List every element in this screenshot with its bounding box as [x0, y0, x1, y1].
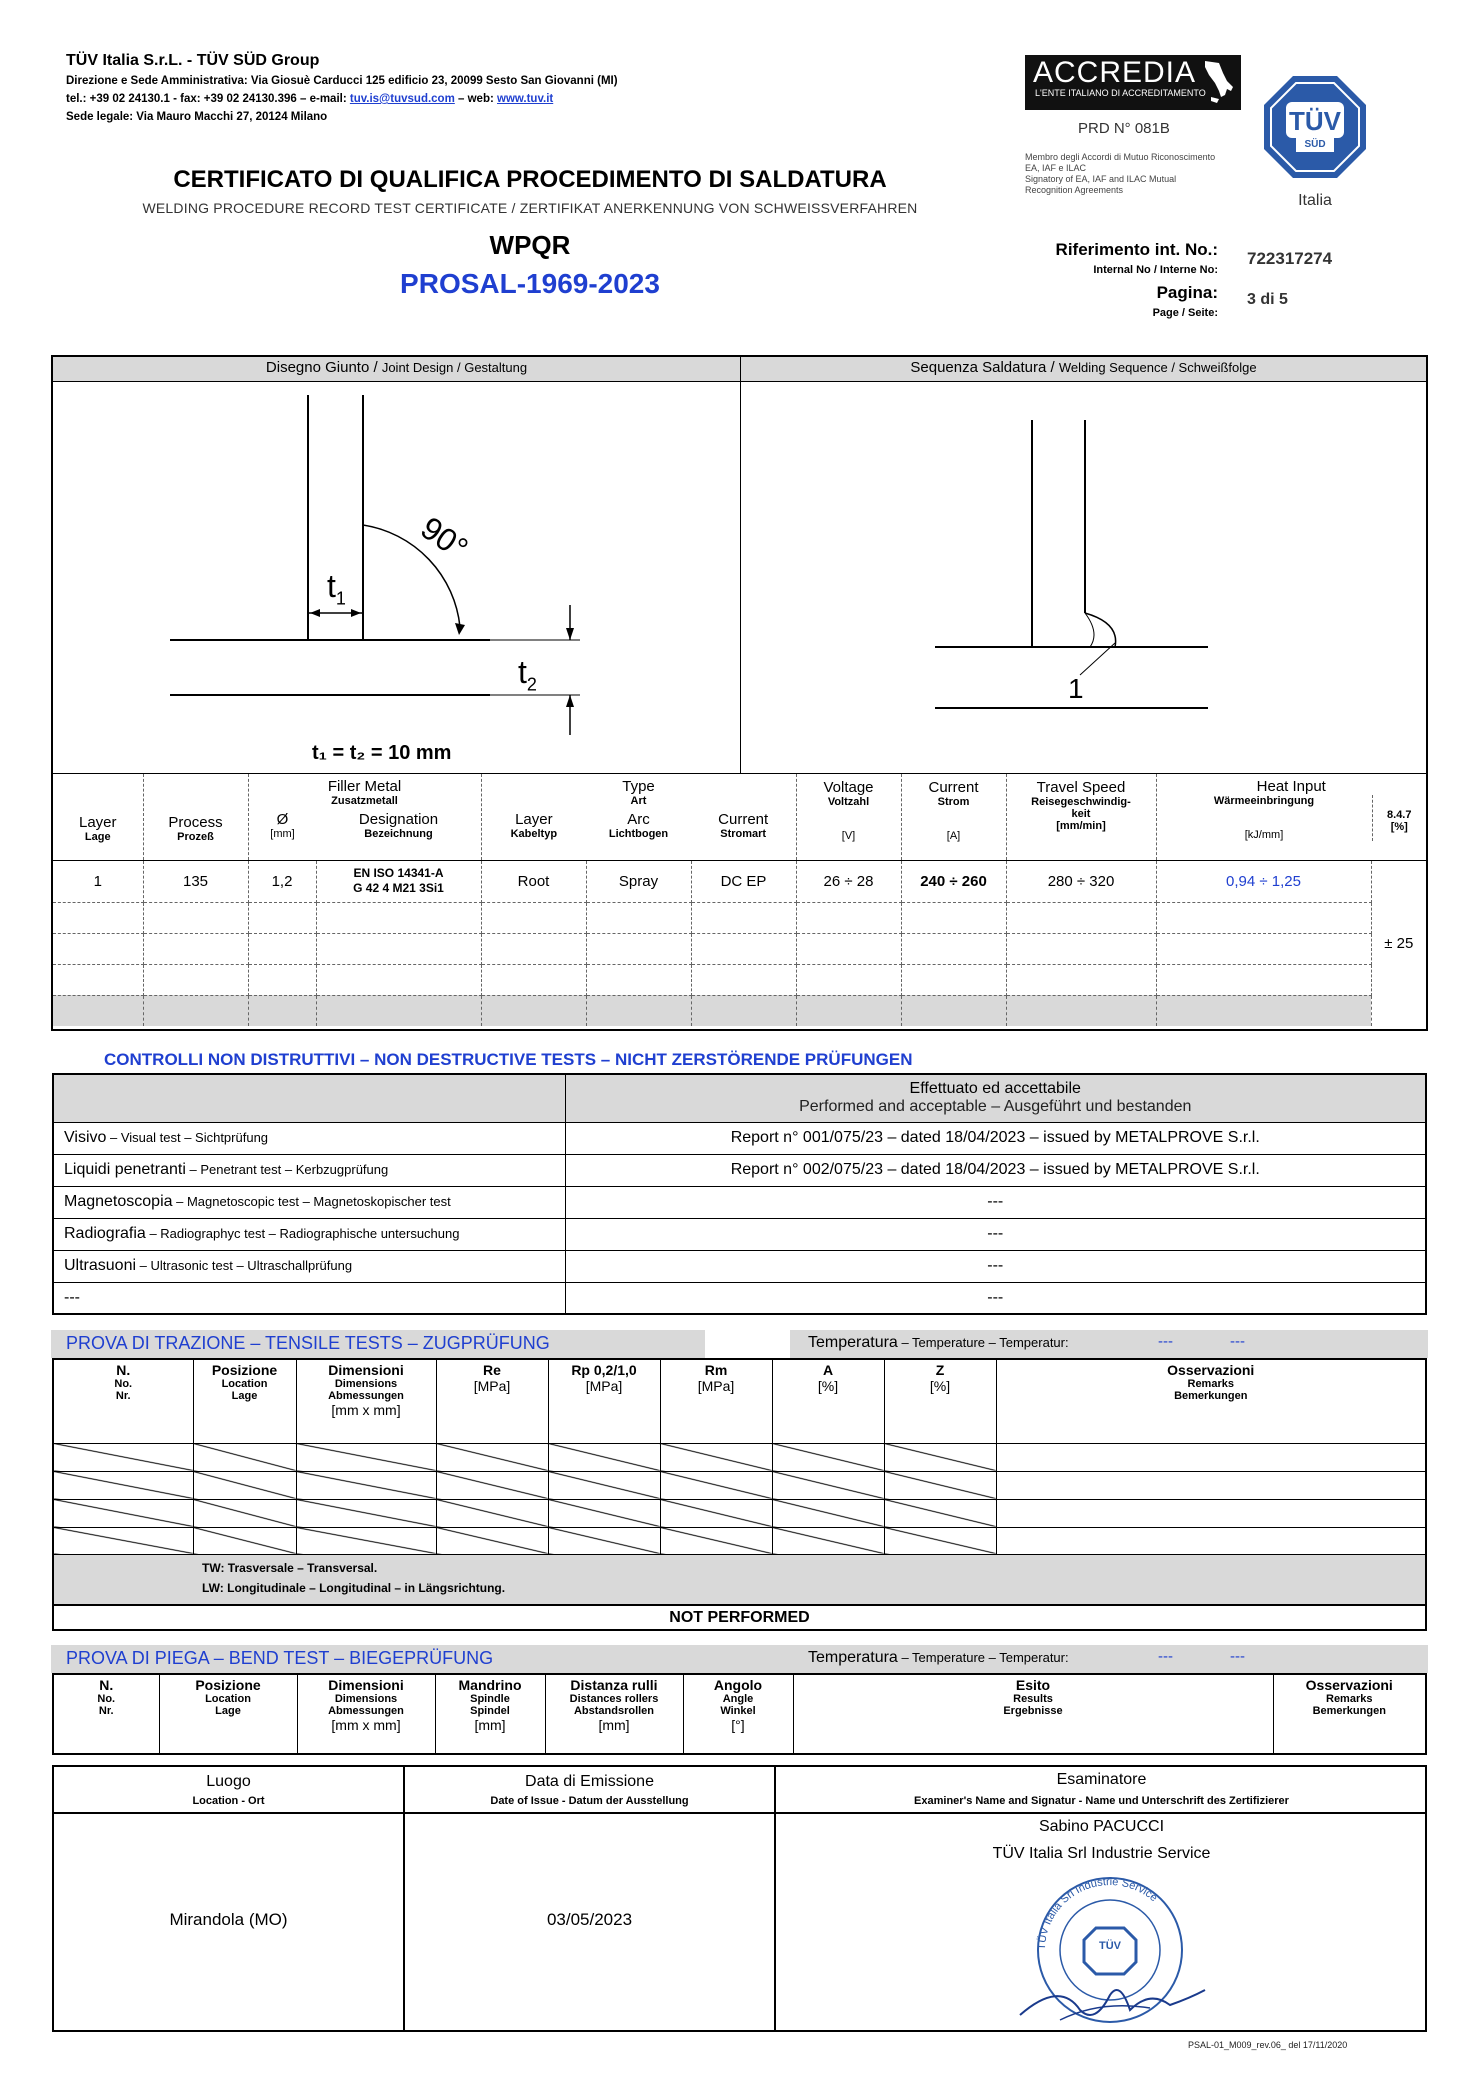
joint-design-drawing	[160, 395, 660, 740]
header-unit: [%]	[1390, 821, 1408, 833]
header-line: Bemerkungen	[1312, 1705, 1386, 1717]
ndt-table	[52, 1073, 1427, 1315]
col-travel-speed	[1006, 774, 1156, 860]
header-sub: Reisegeschwindig-	[1031, 796, 1131, 808]
header-main: Filler Metal	[327, 778, 402, 795]
header-line: [mm x mm]	[331, 1717, 401, 1733]
company-contact	[66, 93, 553, 105]
ndt-col-title: Effettuato ed accettabile	[909, 1080, 1081, 1098]
header-line: Dimensions	[334, 1693, 398, 1705]
header-line: [MPa]	[473, 1378, 511, 1394]
header-line: A	[822, 1362, 834, 1378]
header-main: Current	[928, 779, 979, 796]
drawing-divider	[740, 357, 741, 773]
examiner-sublabel: Examiner's Name and Signatur - Name und Unterschrift des Zertifizierer	[914, 1795, 1289, 1807]
header-line: [mm]	[474, 1717, 506, 1733]
params-empty-row	[53, 933, 1426, 964]
tensile-empty-row	[53, 1443, 1426, 1471]
header-line: Abmessungen	[328, 1390, 404, 1402]
tensile-empty-cell	[996, 1471, 1426, 1499]
tensile-temp-value-1: ---	[1158, 1333, 1173, 1350]
header-line: Results	[1013, 1693, 1053, 1705]
temp-label-rest: – Temperature – Temperatur:	[897, 1335, 1069, 1350]
welding-sequence-header	[741, 359, 1426, 376]
header-sub: Stromart	[720, 828, 767, 840]
header-line: Osservazioni	[1305, 1677, 1393, 1693]
place-value: Mirandola (MO)	[169, 1910, 288, 1929]
stamp-ring-label: TÜV Italia Srl Industrie Service	[1035, 1875, 1160, 1951]
header-line: Osservazioni	[1167, 1362, 1255, 1378]
header-line: Distances rollers	[569, 1693, 659, 1705]
header-line: Lage	[215, 1705, 241, 1717]
accredia-note: Recognition Agreements	[1025, 185, 1124, 195]
header-line: Posizione	[211, 1362, 278, 1378]
ndt-row	[53, 1250, 1426, 1282]
header-line: N.	[99, 1677, 114, 1693]
header-line: Abmessungen	[328, 1705, 404, 1717]
tensile-empty-cell	[53, 1443, 193, 1471]
temp-label-rest: – Temperature – Temperatur:	[897, 1650, 1069, 1665]
accredia-logo-text: ACCREDIA	[1033, 56, 1197, 89]
header-unit: [kJ/mm]	[1244, 829, 1284, 841]
header-line: Esito	[1015, 1677, 1051, 1693]
col-current	[901, 774, 1006, 860]
ndt-test-name	[53, 1154, 565, 1186]
bend-table	[52, 1673, 1427, 1755]
header-main: Layer	[515, 811, 553, 828]
accredia-note: Membro degli Accordi di Mutuo Riconoscimento	[1025, 152, 1216, 162]
tensile-empty-cell	[296, 1499, 436, 1527]
cell-travel-speed: 280 ÷ 320	[1006, 860, 1156, 902]
document-code: PSAL-01_M009_rev.06_ del 17/11/2020	[1188, 2040, 1348, 2050]
bend-header-cell	[159, 1674, 297, 1754]
sequence-pass-label: 1	[1068, 673, 1084, 704]
ndt-test-result: ---	[565, 1282, 1426, 1314]
bend-header-cell	[435, 1674, 545, 1754]
ndt-test-name	[53, 1218, 565, 1250]
ndt-row	[53, 1282, 1426, 1314]
header-main: Layer	[78, 813, 117, 831]
header-line: Location	[205, 1693, 251, 1705]
header-line: Rm	[704, 1362, 728, 1378]
header-line: Abstandsrollen	[573, 1705, 655, 1717]
header-main: Heat Input	[1256, 778, 1326, 795]
header-line: [MPa]	[697, 1378, 735, 1394]
web-link[interactable]: www.tuv.it	[497, 93, 554, 105]
ndt-test-it: ---	[64, 1288, 80, 1306]
tensile-header-cell	[884, 1359, 996, 1443]
tensile-empty-cell	[772, 1443, 884, 1471]
ndt-test-it: Liquidi penetranti	[64, 1161, 186, 1178]
header-sub: keit	[1071, 808, 1091, 820]
header-sub: Kabeltyp	[510, 828, 558, 840]
tensile-note: LW: Longitudinale – Longitudinal – in Längsrichtung.	[202, 1581, 506, 1595]
examiner-org: TÜV Italia Srl Industrie Service	[992, 1845, 1211, 1862]
tensile-empty-cell	[548, 1443, 660, 1471]
tensile-empty-cell	[772, 1499, 884, 1527]
tensile-title: PROVA DI TRAZIONE – TENSILE TESTS – ZUGPRÜFUNG	[66, 1333, 550, 1353]
cell-process: 135	[143, 860, 248, 902]
header-sub: Lage	[84, 830, 111, 843]
ndt-col-sub: Performed and acceptable – Ausgeführt und bestanden	[799, 1098, 1192, 1116]
cell-designation	[316, 860, 481, 902]
accredia-logo-sub: L'ENTE ITALIANO DI ACCREDITAMENTO	[1035, 88, 1206, 98]
tensile-header-cell	[548, 1359, 660, 1443]
page-sublabel: Page / Seite:	[1152, 307, 1218, 319]
sequence-header-it: Sequenza Saldatura /	[910, 359, 1059, 376]
t2-letter: t	[518, 654, 527, 690]
header-line: Remarks	[1187, 1378, 1234, 1390]
header-main: Current	[718, 811, 769, 828]
tensile-note: TW: Trasversale – Transversal.	[202, 1561, 378, 1575]
bend-header-cell	[683, 1674, 793, 1754]
certificate-subtitle: WELDING PROCEDURE RECORD TEST CERTIFICATE / ZERTIFIKAT ANERKENNUNG VON SCHWEISSVERFAHREN	[142, 200, 918, 216]
ndt-header-row	[53, 1074, 1426, 1122]
stamp-center-text: TÜV	[1099, 1940, 1121, 1952]
ndt-test-it: Ultrasuoni	[64, 1257, 137, 1274]
params-empty-row	[53, 995, 1426, 1026]
wpqr-label: WPQR	[489, 230, 571, 260]
tensile-temp-label	[808, 1334, 1069, 1352]
col-voltage	[796, 774, 901, 860]
ndt-title: CONTROLLI NON DISTRUTTIVI – NON DESTRUCTIVE TESTS – NICHT ZERSTÖRENDE PRÜFUNGEN	[104, 1050, 913, 1069]
header-line: Remarks	[1326, 1693, 1373, 1705]
tensile-empty-cell	[436, 1527, 548, 1555]
header-sub: Bezeichnung	[364, 828, 433, 840]
bend-header-cell	[545, 1674, 683, 1754]
temp-label-it: Temperatura	[808, 1649, 898, 1666]
ndt-row	[53, 1186, 1426, 1218]
place-sublabel: Location - Ort	[192, 1795, 265, 1807]
ndt-test-result: ---	[565, 1218, 1426, 1250]
header-line: Distanza rulli	[570, 1677, 658, 1693]
joint-angle-label: 90°	[414, 509, 475, 567]
header-line: Re	[483, 1362, 501, 1378]
italy-map-icon	[1201, 59, 1235, 105]
ndt-test-rest: – Visual test – Sichtprüfung	[106, 1130, 269, 1145]
header-main: Travel Speed	[1036, 779, 1126, 796]
reference-sublabel: Internal No / Interne No:	[1093, 264, 1218, 276]
header-unit: [A]	[946, 830, 961, 842]
header-unit: [mm]	[270, 828, 295, 840]
tensile-header-cell	[53, 1359, 193, 1443]
tensile-empty-cell	[548, 1499, 660, 1527]
ndt-test-result: ---	[565, 1186, 1426, 1218]
header-line: Angle	[722, 1693, 754, 1705]
tensile-empty-cell	[884, 1527, 996, 1555]
tensile-empty-cell	[996, 1443, 1426, 1471]
tensile-empty-cell	[296, 1527, 436, 1555]
ndt-header-result	[565, 1074, 1426, 1122]
params-empty-row	[53, 964, 1426, 995]
tensile-empty-row	[53, 1527, 1426, 1555]
header-line: Posizione	[195, 1677, 261, 1693]
header-sub: Art	[630, 795, 647, 807]
cell-current: 240 ÷ 260	[901, 860, 1006, 902]
header-line: Lage	[231, 1390, 258, 1402]
company-name: TÜV Italia S.r.L. - TÜV SÜD Group	[66, 52, 320, 69]
header-sub: Prozeß	[177, 830, 214, 843]
t2-label	[518, 654, 537, 695]
tensile-empty-cell	[548, 1471, 660, 1499]
ndt-test-name	[53, 1122, 565, 1154]
tensile-empty-row	[53, 1471, 1426, 1499]
joint-header-rest: Joint Design / Gestaltung	[381, 360, 528, 375]
ndt-test-it: Visivo	[64, 1129, 107, 1146]
params-empty-row	[53, 902, 1426, 933]
tensile-header-cell	[193, 1359, 296, 1443]
tensile-empty-cell	[296, 1443, 436, 1471]
cell-tolerance: ± 25	[1384, 934, 1414, 952]
col-layer	[53, 774, 143, 860]
ndt-test-rest: – Ultrasonic test – Ultraschallprüfung	[136, 1258, 353, 1273]
header-line: Mandrino	[458, 1677, 522, 1693]
tensile-empty-cell	[436, 1443, 548, 1471]
footer-header-line	[54, 1812, 1425, 1814]
tensile-empty-cell	[53, 1471, 193, 1499]
date-label: Data di Emissione	[525, 1773, 654, 1790]
joint-header-it: Disegno Giunto /	[265, 359, 382, 376]
accredia-prd: PRD N° 081B	[1078, 120, 1170, 137]
cell-type-layer: Root	[481, 860, 586, 902]
header-line: Nr.	[115, 1390, 131, 1402]
tensile-empty-cell	[548, 1527, 660, 1555]
tensile-empty-cell	[296, 1471, 436, 1499]
certificate-title: CERTIFICATO DI QUALIFICA PROCEDIMENTO DI SALDATURA	[173, 166, 887, 193]
accredia-note: EA, IAF e ILAC	[1025, 163, 1087, 173]
t1-sub: 1	[335, 588, 346, 609]
ndt-row	[53, 1218, 1426, 1250]
col-filler	[248, 774, 481, 860]
header-line: Winkel	[720, 1705, 756, 1717]
date-sublabel: Date of Issue - Datum der Ausstellung	[490, 1795, 689, 1807]
header-main: Arc	[627, 811, 650, 828]
header-sub: Voltzahl	[827, 796, 870, 808]
tensile-empty-cell	[660, 1443, 772, 1471]
sequence-header-rest: Welding Sequence / Schweißfolge	[1058, 360, 1257, 375]
header-line: Nr.	[98, 1705, 114, 1717]
header-line: Angolo	[713, 1677, 763, 1693]
tensile-empty-cell	[884, 1499, 996, 1527]
tensile-notes-bar	[52, 1555, 1427, 1604]
cell-current-type: DC EP	[691, 860, 796, 902]
thickness-formula: t₁ = t₂ = 10 mm	[312, 742, 452, 764]
ndt-row	[53, 1154, 1426, 1186]
bend-temp-value-1: ---	[1158, 1648, 1173, 1665]
email-link[interactable]: tuv.is@tuvsud.com	[349, 93, 455, 105]
tensile-header-cell	[660, 1359, 772, 1443]
bend-header-cell	[1273, 1674, 1426, 1754]
tensile-empty-cell	[884, 1471, 996, 1499]
company-address: Direzione e Sede Amministrativa: Via Giosuè Carducci 125 edificio 23, 20099 Sesto San Giovanni (MI)	[66, 75, 618, 87]
tensile-empty-cell	[660, 1471, 772, 1499]
web-prefix: – web:	[454, 93, 497, 105]
wpqr-number: PROSAL-1969-2023	[400, 268, 660, 299]
params-data-row	[53, 860, 1426, 902]
header-line: Bemerkungen	[1174, 1390, 1248, 1402]
params-table	[53, 774, 1426, 1026]
tensile-status: NOT PERFORMED	[52, 1604, 1427, 1631]
tensile-empty-cell	[193, 1499, 296, 1527]
header-main: Designation	[358, 811, 439, 828]
header-sub: Wärmeeinbringung	[1213, 795, 1315, 807]
tuv-country: Italia	[1298, 192, 1332, 209]
header-line: [mm x mm]	[331, 1402, 401, 1418]
ndt-test-it: Magnetoscopia	[64, 1193, 173, 1210]
header-line: No.	[97, 1693, 116, 1705]
accredia-note: Signatory of EA, IAF and ILAC Mutual	[1025, 174, 1177, 184]
tensile-table	[52, 1358, 1427, 1556]
ndt-test-rest: – Radiographyc test – Radiographische untersuchung	[145, 1226, 460, 1241]
reference-label: Riferimento int. No.:	[1055, 240, 1218, 259]
col-type	[481, 774, 796, 860]
header-line: Dimensioni	[328, 1677, 404, 1693]
page-value: 3 di 5	[1247, 291, 1288, 308]
header-line: [mm]	[598, 1717, 630, 1733]
header-main: Voltage	[823, 779, 874, 796]
header-main: Process	[168, 813, 223, 831]
contact-prefix: tel.: +39 02 24130.1 - fax: +39 02 24130.396 – e-mail:	[66, 93, 350, 105]
tensile-empty-cell	[996, 1499, 1426, 1527]
ndt-test-result: ---	[565, 1250, 1426, 1282]
tensile-header-cell	[296, 1359, 436, 1443]
tensile-empty-row	[53, 1499, 1426, 1527]
designation-line: G 42 4 M21 3Si1	[353, 881, 444, 895]
header-line: Rp 0,2/1,0	[571, 1362, 637, 1378]
header-sub: Lichtbogen	[608, 828, 669, 840]
reference-value: 722317274	[1247, 249, 1333, 268]
cell-voltage: 26 ÷ 28	[796, 860, 901, 902]
welding-sequence-drawing	[930, 415, 1220, 715]
cell-arc: Spray	[586, 860, 691, 902]
header-line: [%]	[817, 1378, 839, 1394]
header-line: Location	[221, 1378, 268, 1390]
params-header-row	[53, 774, 1426, 860]
ndt-test-result: Report n° 002/075/23 – dated 18/04/2023 – issued by METALPROVE S.r.l.	[565, 1154, 1426, 1186]
place-label: Luogo	[206, 1773, 251, 1790]
col-heat-input	[1156, 774, 1426, 860]
ndt-test-name	[53, 1250, 565, 1282]
designation-line: EN ISO 14341-A	[353, 866, 444, 880]
tensile-header-cell	[772, 1359, 884, 1443]
joint-design-header	[53, 359, 740, 376]
header-unit: [mm/min]	[1056, 820, 1106, 832]
bend-temp-value-2: ---	[1230, 1648, 1245, 1665]
tensile-empty-cell	[53, 1527, 193, 1555]
tuv-logo-top: TÜV	[1289, 106, 1341, 136]
tensile-empty-cell	[193, 1443, 296, 1471]
ndt-header-empty	[53, 1074, 565, 1122]
ndt-row	[53, 1122, 1426, 1154]
bend-header-row	[53, 1674, 1426, 1754]
header-line: [°]	[731, 1717, 745, 1733]
ndt-test-name	[53, 1186, 565, 1218]
tensile-empty-cell	[436, 1471, 548, 1499]
accredia-notes	[1025, 152, 1215, 196]
header-main: Type	[622, 778, 655, 795]
date-value: 03/05/2023	[546, 1910, 633, 1929]
tensile-header-cell	[996, 1359, 1426, 1443]
cell-layer: 1	[53, 860, 143, 902]
tensile-header-cell	[436, 1359, 548, 1443]
header-line: Spindel	[470, 1705, 510, 1717]
tensile-temp-value-2: ---	[1230, 1333, 1245, 1350]
header-line: Z	[935, 1362, 945, 1378]
bend-title: PROVA DI PIEGA – BEND TEST – BIEGEPRÜFUNG	[66, 1648, 494, 1668]
ndt-test-rest: – Penetrant test – Kerbzugprüfung	[185, 1162, 389, 1177]
header-sub: Zusatzmetall	[331, 795, 398, 807]
header-main: Ø	[276, 811, 289, 828]
tensile-empty-cell	[996, 1527, 1426, 1555]
cell-diameter: 1,2	[248, 860, 316, 902]
company-legal: Sede legale: Via Mauro Macchi 27, 20124 Milano	[66, 111, 328, 123]
header-sub: Strom	[937, 796, 970, 808]
header-line: Spindle	[470, 1693, 510, 1705]
examiner-name: Sabino PACUCCI	[1038, 1818, 1165, 1835]
temp-label-it: Temperatura	[808, 1334, 898, 1351]
col-process	[143, 774, 248, 860]
bend-header-cell	[53, 1674, 159, 1754]
tensile-empty-cell	[772, 1527, 884, 1555]
bend-header-cell	[297, 1674, 435, 1754]
tensile-empty-cell	[772, 1471, 884, 1499]
tuv-logo-bottom: SÜD	[1304, 139, 1326, 150]
tensile-empty-cell	[884, 1443, 996, 1471]
bend-temp-label	[808, 1649, 1069, 1667]
ndt-test-name	[53, 1282, 565, 1314]
header-line: Dimensions	[334, 1378, 398, 1390]
tensile-empty-cell	[436, 1499, 548, 1527]
header-line: Ergebnisse	[1003, 1705, 1063, 1717]
ndt-test-rest: – Magnetoscopic test – Magnetoskopischer test	[172, 1194, 451, 1209]
ndt-test-result: Report n° 001/075/23 – dated 18/04/2023 – issued by METALPROVE S.r.l.	[565, 1122, 1426, 1154]
cell-heat-input: 0,94 ÷ 1,25	[1156, 860, 1371, 902]
accredia-logo	[1025, 55, 1241, 110]
tensile-empty-cell	[193, 1527, 296, 1555]
header-line: No.	[114, 1378, 133, 1390]
ndt-test-it: Radiografia	[64, 1225, 146, 1242]
header-line: [%]	[929, 1378, 951, 1394]
bend-header-cell	[793, 1674, 1273, 1754]
t2-sub: 2	[526, 674, 537, 695]
tensile-empty-cell	[193, 1471, 296, 1499]
page-label: Pagina:	[1156, 283, 1218, 302]
examiner-label: Esaminatore	[1056, 1771, 1147, 1788]
tensile-empty-cell	[660, 1499, 772, 1527]
tensile-header-row	[53, 1359, 1426, 1443]
header-sub: 8.4.7	[1387, 809, 1412, 821]
header-line: Dimensioni	[328, 1362, 404, 1378]
header-line: [MPa]	[585, 1378, 623, 1394]
t1-letter: t	[327, 568, 336, 604]
header-line: N.	[116, 1362, 131, 1378]
header-unit: [V]	[841, 830, 856, 842]
t1-label	[327, 568, 346, 609]
tensile-empty-cell	[53, 1499, 193, 1527]
tensile-empty-cell	[660, 1527, 772, 1555]
